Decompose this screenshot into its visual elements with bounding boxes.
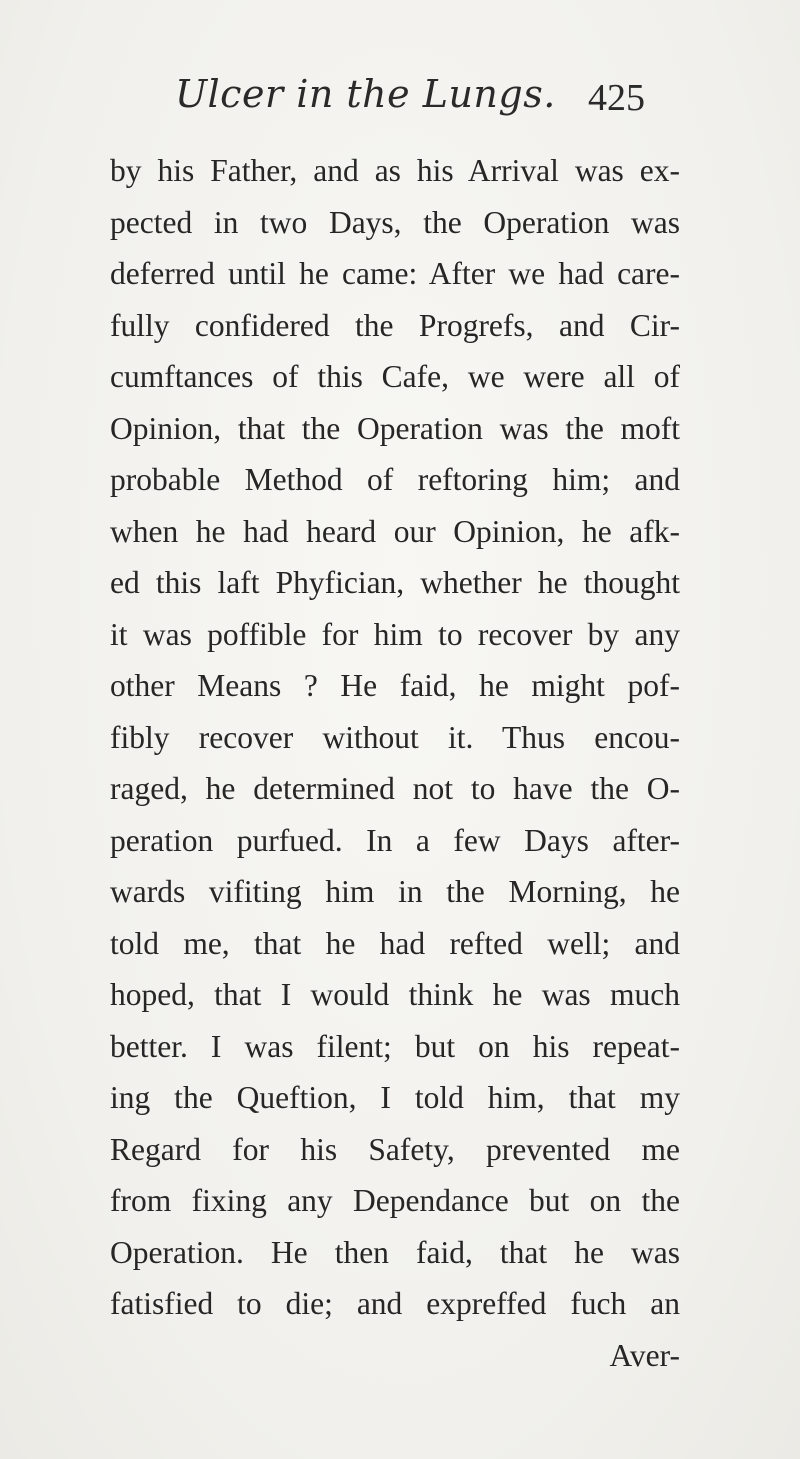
- text-line: raged, he determined not to have the O-: [110, 771, 680, 806]
- text-line: when he had heard our Opinion, he afk-: [110, 513, 680, 549]
- body-text: [110, 145, 680, 1381]
- text-line: other Means ? He faid, he might pof-: [110, 668, 680, 703]
- page-header: [175, 72, 645, 132]
- text-line: Operation. He then faid, that he was: [110, 1234, 680, 1270]
- text-line: pected in two Days, the Operation was: [110, 204, 680, 240]
- text-line: ed this laft Phyfician, whether he thought: [110, 565, 680, 600]
- text-line: fatisfied to die; and expreffed fuch an: [110, 1286, 680, 1321]
- text-line: wards vifiting him in the Morning, he: [110, 874, 680, 909]
- text-line: better. I was filent; but on his repeat-: [110, 1028, 680, 1064]
- text-line: told me, that he had refted well; and: [110, 925, 680, 961]
- running-title: Ulcer in the Lungs.: [175, 72, 556, 116]
- text-line: deferred until he came: After we had care-: [110, 256, 680, 291]
- text-line: fibly recover without it. Thus encou-: [110, 719, 680, 755]
- text-line: it was poffible for him to recover by any: [110, 616, 680, 652]
- text-line: cumftances of this Cafe, we were all of: [110, 359, 680, 394]
- text-line: fully confidered the Progrefs, and Cir-: [110, 307, 680, 343]
- page-number: 425: [588, 77, 645, 119]
- text-line: hoped, that I would think he was much: [110, 977, 680, 1012]
- text-line: Regard for his Safety, prevented me: [110, 1131, 680, 1167]
- text-line: Opinion, that the Operation was the moft: [110, 410, 680, 446]
- text-line: probable Method of reftoring him; and: [110, 462, 680, 497]
- catchword: Aver-: [609, 1337, 680, 1373]
- text-line: peration purfued. In a few Days after-: [110, 822, 680, 858]
- text-line: ing the Queftion, I told him, that my: [110, 1080, 680, 1115]
- text-line: from fixing any Dependance but on the: [110, 1183, 680, 1218]
- text-line: by his Father, and as his Arrival was ex-: [110, 153, 680, 188]
